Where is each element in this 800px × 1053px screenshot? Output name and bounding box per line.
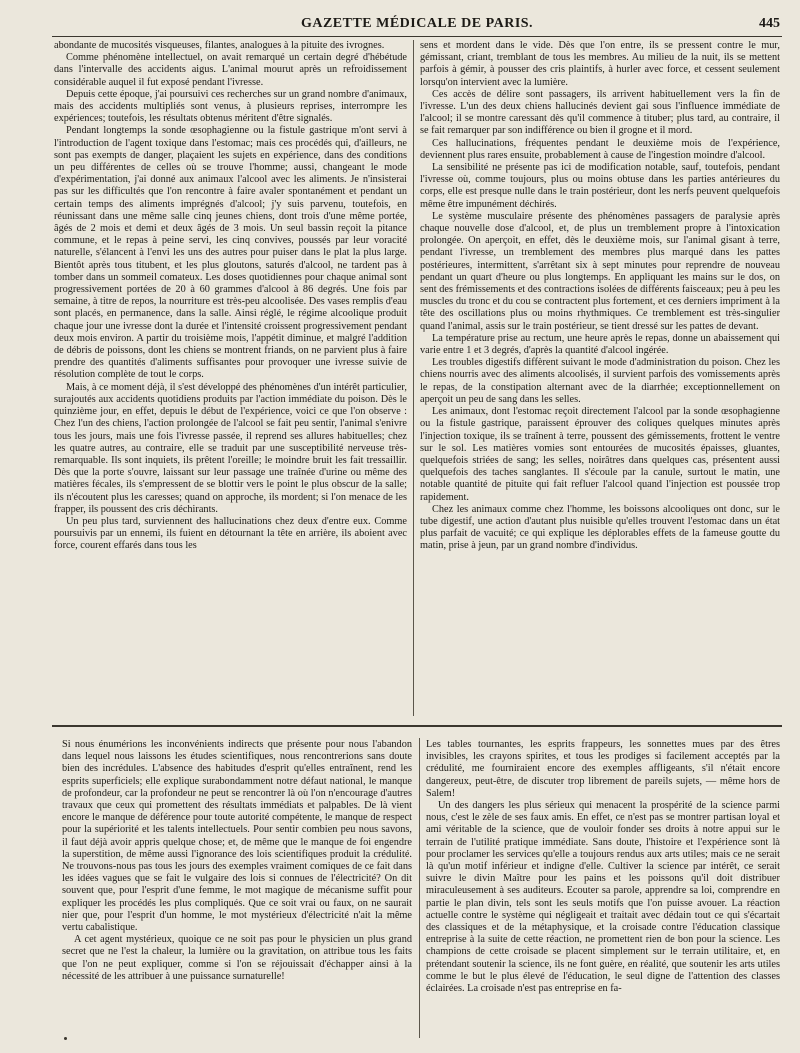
- paragraph: abondante de mucosités visqueuses, filantes, analogues à la pituite des ivrognes.: [54, 40, 385, 51]
- paragraph: Ces hallucinations, fréquentes pendant le deuxième mois de l'expérience, deviennent plus rares ensuite, probablement à cause de l'ingestion moindre d'alcool.: [420, 137, 780, 161]
- column-divider: [419, 738, 420, 1038]
- paragraph: Mais, à ce moment déjà, il s'est développé des phénomènes d'un intérêt particulier, surajoutés aux accidents quotidiens produits par l'action immédiate du poison. Dès le quinzième jour, en effet, depuis le début de l'expérience, voici ce que l'on observe : Chez l'un des chiens, l'action prolongée de l'alcool se fait peu sentir, l'animal s'enivre tous les jours, mais une fois l'ivresse passée, il reprend ses allures habituelles; chez les quatre autres, au contraire, elle se traduit par une susceptibilité nerveuse très-remarquable. Ils sont inquiets, ils prêtent l'oreille; le moindre bruit les fait tressaillir. Dès que la porte s'ouvre, laissant sur leur passage une traînée d'urine ou même des matières fécales, ils s'empressent de se blottir vers le point le plus obscur de la salle; ils n'écoutent plus les caresses; quand on approche, ils mordent; si l'on menace de les frapper, ils poussent des cris déchirants.: [54, 381, 407, 515]
- paragraph: Ces accès de délire sont passagers, ils arrivent habituellement vers la fin de l'ivresse. L'un des deux chiens hallucinés devient gai sous l'influence immédiate de l'alcool; il se montre caressant dès qu'il commence à tituber; plus tard, au contraire, il se fait remarquer par son indifférence ou bien il grogne et il mord.: [420, 88, 780, 137]
- paragraph: Un peu plus tard, surviennent des hallucinations chez deux d'entre eux. Comme poursuivis par un ennemi, ils fuient en détournant la tête en arrière, ils aboient avec force, courent effarés dans tous les: [54, 515, 407, 552]
- paragraph: Les troubles digestifs diffèrent suivant le mode d'administration du poison. Chez les chiens nourris avec des aliments alcoolisés, il survient parfois des vomissements après le repas, de la constipation alternant avec de la diarrhée; exceptionnellement on aperçoit un peu de sang dans les selles.: [420, 357, 780, 405]
- footer-mark: [64, 1035, 84, 1041]
- column-bottom-right: [426, 739, 780, 1044]
- page-header: [52, 12, 782, 37]
- column-divider: [413, 40, 414, 716]
- paragraph: Les tables tournantes, les esprits frappeurs, les sonnettes mues par des êtres invisibles, les crayons spirites, et tous les prodiges si facilement acceptés par la crédulité, me fourniraient encore des exemples affligeants, s'il n'était encore dangereux, peut-être, de discuter trop librement de pareils sujets, — même hors de Salem!: [426, 739, 780, 799]
- paragraph: Depuis cette époque, j'ai poursuivi ces recherches sur un grand nombre d'animaux, mais des accidents multipliés sont venus, à plusieurs reprises, interrompre les expériences; toutefois, les résultats obtenus méritent d'être signalés.: [54, 88, 407, 125]
- section-divider: [52, 725, 782, 727]
- journal-title: GAZETTE MÉDICALE DE PARIS.: [300, 16, 534, 31]
- paragraph: Un des dangers les plus sérieux qui menacent la prospérité de la science parmi nous, c'est le zèle de ses faux amis. En effet, ce n'est pas se montrer partisan loyal et ami véritable de la science, que de vouloir fonder ses droits à notre appui sur le terrain de l'utilité pratique immédiate. Sans doute, l'histoire et l'expérience sont là pour proclamer les services qu'elle a toujours rendus aux arts utiles; mais ce ne serait là qu'un motif inférieur et indigne d'elle. Cultiver la science par intérêt, ce serait suivre le divin Maître pour les pains et les poissons qu'il doit distribuer miraculeusement à ses auditeurs. Ecouter sa parole, apprendre sa loi, comprendre en partie le plan divin, tels sont les seuls motifs que l'on puisse avouer. La réaction actuelle contre le système qui négligeait et traitait avec dédain tout ce qui s'écartait des classiques et de la métaphysique, et la croisade contre l'éducation classique entreprise à la suite de cette réaction, ne promettent rien de bon pour la science. Les champions de cette croisade se placent simplement sur le terrain utilitaire, et, en prétendant soutenir la science, ils ne font guère, en réalité, que soutenir les arts utiles comme le but le plus élevé de l'éducation, le seul digne de l'attention des classes éclairées. La croisade n'est pas entreprise en fa-: [426, 800, 780, 995]
- column-top-right: [420, 40, 780, 718]
- paragraph: Chez les animaux comme chez l'homme, les boissons alcooliques ont donc, sur le tube digestif, une action d'autant plus nuisible qu'elles trouvent l'estomac dans un état plus parfait de vacuité; ce qui explique les déplorables effets de la fameuse goutte du matin, prise à jeun, par un grand nombre d'individus.: [420, 503, 780, 552]
- column-bottom-left: [62, 739, 412, 1044]
- paragraph: Pendant longtemps la sonde œsophagienne ou la fistule gastrique m'ont servi à l'introduction de l'agent toxique dans l'estomac; mais ces procédés qui, d'ailleurs, ne sont pas exempts de danger, plaçaient les sujets en expérience, dans des conditions un peu différentes de celles où se trouve l'homme; aussi, changeant le mode d'expérimentation, j'ai donné aux animaux l'alcool avec les aliments. Je n'insisterai pas sur les difficultés que l'on rencontre à faire avaler spontanément et pendant un certain temps des aliments imprégnés d'alcool; j'y suis parvenu, toutefois, en réunissant dans une même salle cinq jeunes chiens, dont trois d'une même portée, âgés de 2 mois et demi et deux âgés de 3 mois. Un seul bassin reçoit la pitance commune, et le repas à peine servi, les cinq convives, poussés par leur voracité naturelle, s'élancent à l'envi les uns des autres pour puiser dans le plat la plus large. Bientôt après tous titubent, et les plus gloutons, saturés d'alcool, ne tardent pas à tomber dans un sommeil comateux. Les doses quotidiennes pour chaque animal sont progressivement portées de 20 à 60 grammes d'alcool à 86 degrés. Une fois par semaine, à titre de repos, la nourriture est très-peu alcoolisée. Des vases remplis d'eau sont placés, en permanence, dans la salle. Ainsi réglé, le régime alcoolique produit chaque jour une ivresse dont la durée et l'intensité croissent progressivement pendant deux mois environ. A partir du troisième mois, l'appétit diminue, et malgré l'addition de débris de poissons, dont les chiens se montrent friands, on ne parvient plus à faire prendre des quantités d'aliments suffisantes pour provoquer une ivresse suivie de résolution complète de tout le corps.: [54, 125, 407, 381]
- paragraph: La sensibilité ne présente pas ici de modification notable, sauf, toutefois, pendant l'ivresse où, comme toujours, plus ou moins obtuse dans les parties antérieures du corps, elle est presque nulle dans le train postérieur, dont les nerfs peuvent quelquefois même être impunément déchirés.: [420, 162, 780, 210]
- paragraph: Les animaux, dont l'estomac reçoit directement l'alcool par la sonde œsophagienne ou la fistule gastrique, paraissent éprouver des coliques quelques minutes après l'injection toxique, ils se traînent à terre, poussent des gémissements, frottent le ventre sur le sol. Les matières vomies sont entourées de mucosités épaisses, gluantes, quelquefois striées de sang; les selles, noirâtres dans quelques cas, présentent aussi quelquefois des taches sanglantes. Il s'écoule par la canule, surtout le matin, une notable quantité de pituite qui fait refluer l'alcool quand l'injection est poussée trop rapidement.: [420, 406, 780, 503]
- column-top-left: [54, 40, 407, 688]
- paragraph: Comme phénomène intellectuel, on avait remarqué un certain degré d'hébétude dans l'intervalle des accidents aigus. L'animal mourut après un refroidissement considérable auquel il fut exposé pendant l'ivresse.: [54, 52, 407, 88]
- paragraph: Le système musculaire présente des phénomènes passagers de paralysie après chaque nouvelle dose d'alcool, et, de plus un tremblement propre à l'intoxication prolongée. On aperçoit, en effet, dès le deuxième mois, sur l'animal gisant à terre, pendant l'ivresse, un tremblement des membres plus marqué dans les pattes postérieures, intermittent, s'arrêtant six à sept minutes pour reprendre de nouveau pendant un quart d'heure ou plus longtemps. En appliquant les mains sur le dos, on sent des frémissements et des contractions isolées de différents faisceaux; peu à peu les muscles du tronc et du cou se contractent plus fortement, et ces derniers impriment à la tête des oscillations plus ou moins rhythmiques. Ce tremblement est très-singulier quand l'animal, assis sur le train postérieur, se tient dressé sur les pattes de devant.: [420, 210, 780, 332]
- paragraph: sens et mordent dans le vide. Dès que l'on entre, ils se pressent contre le mur, gémissant, criant, tremblant de tous les membres. Au milieu de la nuit, ils se mettent parfois à gémir, à pousser des cris plaintifs, à hurler avec force, et cessent seulement lorsqu'on intervient avec la lumière.: [420, 40, 780, 88]
- paragraph: Si nous énumérions les inconvénients indirects que présente pour nous l'abandon dans lequel nous laissons les études scientifiques, nous rencontrerions sans doute bien des incrédules. L'absence des habitudes d'esprit qu'elles entraînent, rend les esprits superficiels; elle explique surabondamment notre défaut national, le manque de profondeur, car la profondeur ne peut se rencontrer là où l'on n'encourage d'autres travaux que ceux qui promettent des résultats immédiats et palpables. De là vient encore le manque de déférence pour toute autorité compétente, le manque de respect pour la supériorité et les talents intellectuels. Pour sentir combien peu nous savons, il faut déjà avoir appris quelque chose; et, de même que le manque de foi engendre la superstition, de même aussi l'ignorance des lois scientifiques produit la crédulité. Ne trouvons-nous pas tous les jours des exemples vraiment comiques de ce fait dans les idées vagues que se fait le vulgaire des lois si connues de l'électricité? On dit souvent que, pour l'esprit d'une femme, le mot magique de mécanisme suffit pour expliquer les procédés les plus compliqués. Que ce soit vrai ou faux, on ne saurait nier que, pour l'esprit d'un homme, le mot mystérieux d'électricité n'ait la même vertu cabalistique.: [62, 739, 412, 934]
- paragraph: La température prise au rectum, une heure après le repas, donne un abaissement qui varie entre 1 et 3 degrés, d'après la quantité d'alcool ingérée.: [420, 332, 780, 357]
- page-number: 445: [759, 16, 780, 31]
- paragraph: A cet agent mystérieux, quoique ce ne soit pas pour le physicien un plus grand secret que ne l'est la chaleur, la lumière ou la gravitation, on attribue tous les faits que l'on ne peut expliquer, comme si l'on se réjouissait d'échapper ainsi à la nécessité de les attribuer à une puissance surnaturelle!: [62, 934, 412, 982]
